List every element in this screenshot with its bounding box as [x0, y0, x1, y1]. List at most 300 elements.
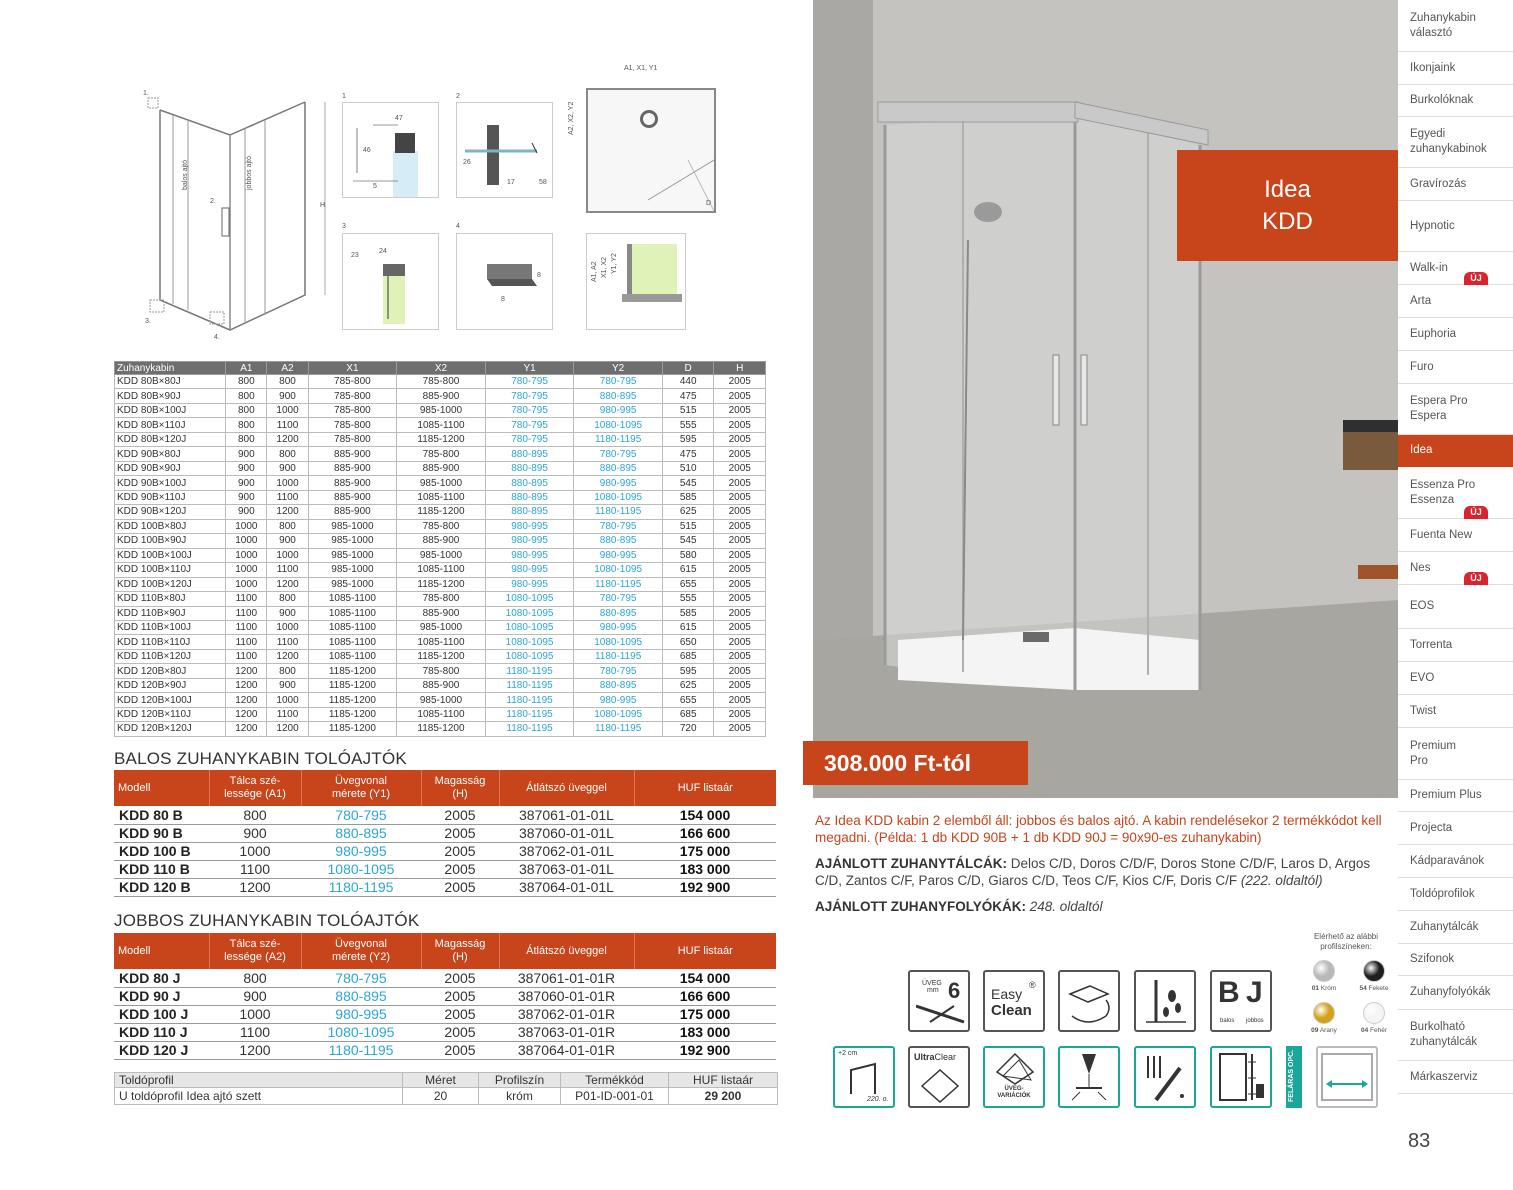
dim-cell: 1100	[226, 620, 267, 634]
balos-cell: 2005	[421, 824, 499, 842]
extension-profile-icon	[833, 1046, 895, 1108]
dim-cell: 1085-1100	[397, 563, 486, 577]
jobbos-cell: KDD 120 J	[114, 1041, 209, 1059]
dimension-table	[114, 361, 766, 737]
jobbos-cell: 1080-1095	[301, 1023, 421, 1041]
dim-cell: 1085-1100	[397, 490, 486, 504]
dim-cell: 2005	[714, 592, 766, 606]
sidebar-item-label: Nes	[1410, 561, 1431, 574]
sidebar-item-márkaszerviz[interactable]	[1398, 1061, 1513, 1094]
dim-cell: 880-895	[485, 447, 574, 461]
dim-cell: 475	[662, 447, 714, 461]
b-letter: B	[1218, 976, 1240, 1009]
new-badge: ÚJ	[1464, 272, 1488, 285]
sidebar-item-label: Márkaszerviz	[1410, 1070, 1478, 1083]
sidebar-item-euphoria[interactable]	[1398, 318, 1513, 351]
jobbos-cell: 387064-01-01R	[499, 1041, 634, 1059]
water-repellent-icon	[1134, 970, 1196, 1032]
balos-cell: 1180-1195	[301, 878, 421, 896]
dim-cell: 800	[226, 403, 267, 417]
jobbos-cell: 1100	[209, 1023, 301, 1041]
table-row	[115, 649, 766, 663]
sidebar-item-zuhanykabin[interactable]	[1398, 0, 1513, 52]
dim-cell: KDD 120B×110J	[115, 707, 226, 721]
measurement-icon	[1210, 1046, 1272, 1108]
table-row	[115, 563, 766, 577]
recommended-drains-page: 248. oldaltól	[1026, 899, 1103, 914]
jobbos-caption: jobbos	[1246, 1018, 1264, 1024]
jobbos-table-body	[114, 969, 776, 1059]
dim-cell: 1100	[226, 635, 267, 649]
detail-4-box	[456, 233, 553, 330]
dim-cell: 615	[662, 620, 714, 634]
extension-page-ref: 220. o.	[867, 1096, 889, 1103]
dim-cell: 2005	[714, 519, 766, 533]
sidebar-item-burkolható[interactable]	[1398, 1010, 1513, 1061]
jobbos-cell: 387060-01-01R	[499, 987, 634, 1005]
jobbos-cell: 154 000	[634, 969, 776, 987]
dim-cell: 785-800	[397, 375, 486, 389]
dim-col-header: Zuhanykabin	[115, 362, 226, 375]
sidebar-item-espera-pro[interactable]	[1398, 384, 1513, 435]
dim-cell: 2005	[714, 534, 766, 548]
dim-cell: 980-995	[485, 563, 574, 577]
dim-cell: 980-995	[574, 620, 663, 634]
dim-col-header: X2	[397, 362, 486, 375]
dim-cell: 1200	[267, 505, 308, 519]
swatch-name: Króm	[1320, 985, 1337, 992]
detail-number-2: 2	[456, 93, 460, 100]
dim-cell: KDD 90B×110J	[115, 490, 226, 504]
sidebar-item-zuhanytálcák[interactable]	[1398, 911, 1513, 944]
dim-cell: 585	[662, 490, 714, 504]
sidebar-item-idea[interactable]	[1398, 435, 1513, 467]
detail-number-3: 3	[342, 223, 346, 230]
sidebar-item-essenza-pro[interactable]	[1398, 467, 1513, 519]
dim-cell: 985-1000	[397, 620, 486, 634]
dim-cell: 880-895	[485, 505, 574, 519]
dim-cell: 1185-1200	[397, 722, 486, 736]
sidebar-item-torrenta[interactable]	[1398, 629, 1513, 662]
dim-cell: 585	[662, 606, 714, 620]
sidebar-item-projecta[interactable]	[1398, 812, 1513, 845]
sidebar-item-label: Espera Pro Espera	[1410, 395, 1468, 422]
dim-cell: 1185-1200	[308, 678, 397, 692]
dim-cell: 655	[662, 577, 714, 591]
dim-cell: 980-995	[574, 476, 663, 490]
table-row	[115, 664, 766, 678]
dim-cell: 1180-1195	[485, 664, 574, 678]
dim-cell: 900	[267, 389, 308, 403]
sidebar-item-label: Hypnotic	[1410, 219, 1455, 232]
dim-cell: 780-795	[574, 519, 663, 533]
dim-cell: 1185-1200	[308, 707, 397, 721]
callout-4: 4.	[214, 334, 220, 341]
dim-cell: 1180-1195	[485, 693, 574, 707]
dim-cell: 900	[267, 606, 308, 620]
balos-cell: 166 600	[634, 824, 776, 842]
swatch-label	[1350, 1027, 1398, 1034]
jobbos-table-header	[114, 933, 776, 969]
dim-cell: 900	[226, 447, 267, 461]
custom-paint-icon	[1134, 1046, 1196, 1108]
dim-cell: 1080-1095	[485, 592, 574, 606]
dim-cell: 1200	[226, 678, 267, 692]
dim-cell: 1080-1095	[574, 635, 663, 649]
balos-cell: KDD 110 B	[114, 860, 209, 878]
dim-cell: 545	[662, 476, 714, 490]
sidebar-item-eos[interactable]	[1398, 585, 1513, 629]
ultraclear-icon	[908, 1046, 970, 1108]
balos-cell: 2005	[421, 806, 499, 824]
dim-cell: 780-795	[485, 432, 574, 446]
sidebar-item-zuhanyfolyókák[interactable]	[1398, 976, 1513, 1010]
easy-text: Easy	[991, 986, 1023, 1002]
sidebar-item-label: Torrenta	[1410, 638, 1453, 651]
swatch-label	[1300, 985, 1348, 992]
table-row	[115, 476, 766, 490]
dim-cell: KDD 110B×100J	[115, 620, 226, 634]
table-row	[114, 806, 776, 824]
dim-cell: 510	[662, 461, 714, 475]
dim-cell: 1000	[267, 403, 308, 417]
table-row	[115, 693, 766, 707]
balos-cell: 192 900	[634, 878, 776, 896]
sidebar-item-label: Szifonok	[1410, 953, 1455, 965]
dim-cell: 880-895	[485, 476, 574, 490]
j-letter: J	[1246, 976, 1263, 1009]
dim-cell: KDD 120B×90J	[115, 678, 226, 692]
balos-cell: 1000	[209, 842, 301, 860]
sidebar-item-label: Walk-in	[1410, 261, 1448, 274]
recommended-drains	[815, 898, 1392, 915]
dim-cell: KDD 100B×90J	[115, 534, 226, 548]
dim-cell: 2005	[714, 548, 766, 562]
balos-caption: balos	[1220, 1018, 1235, 1024]
dim-cell: 1080-1095	[485, 606, 574, 620]
dim-cell: 1100	[267, 635, 308, 649]
dim-cell: 1185-1200	[397, 432, 486, 446]
page-number: 83	[1408, 1130, 1431, 1152]
dim-cell: KDD 100B×110J	[115, 563, 226, 577]
jobbos-col-header: Tálca szé- lessége (A2)	[209, 933, 301, 969]
detail-2-dim-c: 58	[539, 179, 547, 186]
balos-cell: KDD 90 B	[114, 824, 209, 842]
table-row	[115, 519, 766, 533]
registered-mark: ®	[1029, 980, 1036, 990]
balos-cell: 387064-01-01L	[499, 878, 634, 896]
dim-cell: 1080-1095	[574, 563, 663, 577]
balos-cell: 183 000	[634, 860, 776, 878]
table-row	[115, 403, 766, 417]
dim-col-header: A2	[267, 362, 308, 375]
dim-cell: 580	[662, 548, 714, 562]
table-row	[115, 490, 766, 504]
sidebar-item-kádparavánok[interactable]	[1398, 845, 1513, 878]
sidebar-item-ikonjaink[interactable]	[1398, 52, 1513, 85]
swatch-code: 54	[1359, 985, 1367, 992]
dim-cell: 785-800	[308, 432, 397, 446]
sidebar-item-label: Euphoria	[1410, 327, 1457, 340]
dim-cell: 2005	[714, 707, 766, 721]
dim-cell: 1180-1195	[574, 577, 663, 591]
table-row	[115, 418, 766, 432]
sidebar-item-egyedi[interactable]	[1398, 117, 1513, 168]
dim-cell: 1200	[267, 432, 308, 446]
swatch-dot	[1313, 960, 1335, 982]
dim-cell: KDD 90B×120J	[115, 505, 226, 519]
balos-cell: 1080-1095	[301, 860, 421, 878]
dim-cell: 1080-1095	[485, 620, 574, 634]
sidebar-item-nes[interactable]	[1398, 552, 1513, 585]
swatch-name: Arany	[1319, 1027, 1337, 1034]
dim-cell: KDD 80B×100J	[115, 403, 226, 417]
section-label-x: X1, X2	[601, 256, 608, 278]
product-title-line1: Idea	[1264, 176, 1311, 203]
balos-cell: KDD 100 B	[114, 842, 209, 860]
dim-cell: 900	[226, 461, 267, 475]
dim-cell: 785-800	[308, 389, 397, 403]
dim-cell: 1100	[267, 490, 308, 504]
table-row	[115, 432, 766, 446]
section-label-a: A1, A2	[591, 261, 598, 282]
dim-cell: 515	[662, 403, 714, 417]
dim-cell: 785-800	[308, 418, 397, 432]
dim-cell: KDD 110B×110J	[115, 635, 226, 649]
product-title-box	[1177, 150, 1398, 261]
jobbos-cell: 780-795	[301, 969, 421, 987]
dim-cell: 2005	[714, 490, 766, 504]
dim-cell: 980-995	[485, 534, 574, 548]
dim-cell: 985-1000	[308, 563, 397, 577]
dim-cell: 785-800	[397, 447, 486, 461]
sidebar-item-label: Burkolóknak	[1410, 94, 1474, 106]
dim-cell: 800	[267, 664, 308, 678]
jobbos-cell: 880-895	[301, 987, 421, 1005]
sidebar-item-arta[interactable]	[1398, 285, 1513, 318]
dim-col-header: X1	[308, 362, 397, 375]
swatch-label	[1300, 1027, 1348, 1034]
sidebar-item-premium-plus[interactable]	[1398, 780, 1513, 812]
dim-cell: 1100	[267, 418, 308, 432]
recommended-drains-label: AJÁNLOTT ZUHANYFOLYÓKÁK:	[815, 899, 1026, 914]
dim-cell: 800	[267, 447, 308, 461]
dim-cell: 1000	[267, 620, 308, 634]
sidebar-item-gravírozás[interactable]	[1398, 168, 1513, 201]
recommended-trays-page: (222. oldaltól)	[1240, 873, 1323, 888]
balos-cell: 1100	[209, 860, 301, 878]
dim-cell: 980-995	[485, 519, 574, 533]
sidebar-item-label: Zuhanykabin választó	[1410, 11, 1476, 39]
dim-cell: 625	[662, 505, 714, 519]
price-banner: 308.000 Ft-tól	[803, 741, 1028, 785]
section-drawing-box	[586, 233, 686, 330]
dim-cell: 1085-1100	[308, 620, 397, 634]
sidebar-item-szifonok[interactable]	[1398, 944, 1513, 976]
sidebar-item-label: Projecta	[1410, 821, 1453, 834]
table-row	[115, 707, 766, 721]
sidebar-item-furo[interactable]	[1398, 351, 1513, 384]
jobbos-cell: 387063-01-01R	[499, 1023, 634, 1041]
table-row	[114, 987, 776, 1005]
jobbos-col-header: Magasság (H)	[421, 933, 499, 969]
sidebar-item-fuenta-new[interactable]	[1398, 519, 1513, 552]
balos-cell: 387060-01-01L	[499, 824, 634, 842]
table-row	[115, 577, 766, 591]
dim-cell: 1100	[267, 563, 308, 577]
sidebar-item-label: Twist	[1410, 704, 1437, 717]
dim-cell: 985-1000	[397, 403, 486, 417]
balos-price-table	[114, 770, 776, 897]
dim-cell: 2005	[714, 418, 766, 432]
jobbos-cell: KDD 110 J	[114, 1023, 209, 1041]
table-row	[114, 878, 776, 896]
dim-col-header: A1	[226, 362, 267, 375]
dim-cell: 440	[662, 375, 714, 389]
table-row	[115, 447, 766, 461]
sidebar-item-toldóprofilok[interactable]	[1398, 878, 1513, 911]
dim-cell: 900	[226, 490, 267, 504]
balos-cell: 2005	[421, 878, 499, 896]
table-row	[115, 635, 766, 649]
profile-colors-caption: Elérhető az alábbi profilszíneken:	[1313, 932, 1379, 951]
glass-variations-icon	[983, 1046, 1045, 1108]
sidebar-item-hypnotic[interactable]	[1398, 201, 1513, 252]
dim-cell: KDD 120B×120J	[115, 722, 226, 736]
detail-4-dim-a: 8	[537, 272, 541, 279]
dim-cell: 2005	[714, 476, 766, 490]
callout-2: 2.	[210, 198, 216, 205]
dim-cell: 985-1000	[397, 476, 486, 490]
dim-col-header: Y2	[574, 362, 663, 375]
detail-1-dim-a: 47	[395, 115, 403, 122]
jobbos-col-header: HUF listaár	[634, 933, 776, 969]
new-badge: ÚJ	[1464, 506, 1488, 519]
dim-cell: 900	[226, 505, 267, 519]
dim-cell: 780-795	[485, 403, 574, 417]
balos-cell: KDD 120 B	[114, 878, 209, 896]
dim-cell: 800	[267, 375, 308, 389]
dim-cell: KDD 100B×120J	[115, 577, 226, 591]
sidebar-item-twist[interactable]	[1398, 695, 1513, 728]
dim-cell: 2005	[714, 447, 766, 461]
detail-number-4: 4	[456, 223, 460, 230]
dim-col-header: H	[714, 362, 766, 375]
dim-cell: 785-800	[308, 403, 397, 417]
side-axis-label: A2, X2, Y2	[568, 101, 575, 135]
jobbos-cell: 387061-01-01R	[499, 969, 634, 987]
dim-cell: 800	[226, 432, 267, 446]
table-row	[114, 969, 776, 987]
balos-table-body	[114, 806, 776, 896]
swatch-label	[1350, 985, 1398, 992]
extension-text: +2 cm	[838, 1050, 858, 1057]
table-row	[115, 375, 766, 389]
sidebar-item-burkolóknak[interactable]	[1398, 85, 1513, 117]
dim-cell: 800	[226, 375, 267, 389]
jobbos-col-header: Átlátszó üveggel	[499, 933, 634, 969]
detail-3-box	[342, 233, 439, 330]
dim-cell: 885-900	[397, 389, 486, 403]
dim-cell: 885-900	[308, 490, 397, 504]
swatch-dot	[1363, 1002, 1385, 1024]
jobbos-cell: 900	[209, 987, 301, 1005]
dim-cell: KDD 110B×80J	[115, 592, 226, 606]
dimension-table-body	[115, 375, 766, 737]
clean-text: Clean	[991, 1002, 1032, 1019]
dim-cell: 1200	[226, 664, 267, 678]
table-row	[115, 505, 766, 519]
dim-cell: 2005	[714, 563, 766, 577]
profile-col-code: Termékkód	[561, 1073, 669, 1088]
dim-cell: 880-895	[574, 534, 663, 548]
sidebar-item-label: Ikonjaink	[1410, 61, 1456, 74]
dim-cell: 625	[662, 678, 714, 692]
extension-profile-table	[114, 1072, 778, 1105]
jobbos-col-header: Üvegvonal mérete (Y2)	[301, 933, 421, 969]
jobbos-cell: 1000	[209, 1005, 301, 1023]
table-row	[114, 824, 776, 842]
dim-cell: 555	[662, 418, 714, 432]
balos-table-header	[114, 770, 776, 806]
sidebar-item-evo[interactable]	[1398, 662, 1513, 695]
sidebar-item-premium[interactable]	[1398, 728, 1513, 780]
table-row	[115, 606, 766, 620]
dim-cell: 985-1000	[308, 534, 397, 548]
dim-cell: 1000	[267, 693, 308, 707]
top-view-drawing	[586, 88, 716, 213]
dim-cell: 1200	[226, 707, 267, 721]
dim-cell: 2005	[714, 432, 766, 446]
table-row	[115, 461, 766, 475]
dim-cell: 900	[267, 534, 308, 548]
new-badge: ÚJ	[1464, 572, 1488, 585]
diagonal-label: D	[706, 200, 712, 207]
dim-cell: 1080-1095	[485, 649, 574, 663]
profile-col-color: Profilszín	[479, 1073, 561, 1088]
dim-cell: 880-895	[485, 461, 574, 475]
jobbos-cell: KDD 80 J	[114, 969, 209, 987]
profile-size: 20	[403, 1088, 479, 1105]
swatch-code: 04	[1360, 1027, 1369, 1034]
jobbos-cell: 2005	[421, 1023, 499, 1041]
detail-2-dim-a: 26	[463, 159, 471, 166]
dim-cell: 2005	[714, 722, 766, 736]
left-right-door-icon	[1210, 970, 1272, 1032]
dim-cell: 780-795	[574, 664, 663, 678]
balos-cell: 2005	[421, 842, 499, 860]
sidebar-item-label: Kádparavánok	[1410, 854, 1485, 867]
dim-cell: 2005	[714, 375, 766, 389]
balos-cell: 900	[209, 824, 301, 842]
table-row	[114, 860, 776, 878]
callout-3: 3.	[145, 318, 151, 325]
dim-cell: 880-895	[485, 490, 574, 504]
dim-cell: 800	[267, 592, 308, 606]
dim-cell: 2005	[714, 505, 766, 519]
dim-cell: 985-1000	[397, 548, 486, 562]
sidebar-item-walk-in[interactable]	[1398, 252, 1513, 285]
balos-cell: 154 000	[634, 806, 776, 824]
dim-cell: 1185-1200	[308, 693, 397, 707]
callout-1: 1.	[143, 90, 149, 97]
dim-cell: 1180-1195	[574, 722, 663, 736]
sliding-door-icon	[1316, 1046, 1378, 1108]
dim-cell: 780-795	[485, 375, 574, 389]
dim-cell: 980-995	[485, 548, 574, 562]
dim-cell: KDD 120B×100J	[115, 693, 226, 707]
dim-cell: 880-895	[574, 678, 663, 692]
